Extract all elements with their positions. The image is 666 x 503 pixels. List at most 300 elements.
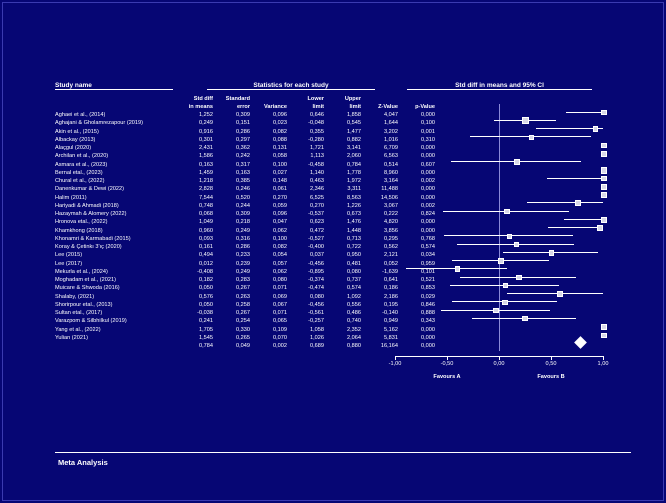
- x-axis-tick: [551, 356, 552, 360]
- cell-upper: 1,858: [347, 112, 361, 118]
- cell-upper: 2,352: [347, 326, 361, 333]
- cell-z: 1,016: [384, 136, 398, 143]
- effect-size-marker: [557, 291, 562, 296]
- cell-upper: 8,563: [347, 194, 361, 201]
- cell-std-diff: 0,012: [199, 260, 213, 267]
- effect-size-marker: [601, 324, 606, 329]
- cell-lower: 0,080: [310, 293, 324, 300]
- cell-std-diff: 1,218: [199, 178, 213, 184]
- cell-se: 0,297: [236, 136, 250, 143]
- favours-right-label: Favours B: [537, 373, 565, 380]
- cell-std-diff: 1,252: [199, 112, 213, 118]
- cell-variance: 0,070: [273, 334, 287, 341]
- effect-size-marker: [597, 225, 603, 231]
- cell-upper: 0,556: [347, 301, 361, 308]
- table-row[interactable]: [55, 128, 438, 136]
- cell-lower: -0,257: [308, 318, 324, 325]
- footer-divider: [55, 452, 631, 453]
- cell-std-diff: 1,586: [199, 153, 213, 160]
- col-header-blank: [55, 96, 179, 111]
- cell-lower: -0,374: [308, 277, 324, 283]
- cell-se: 0,330: [236, 326, 250, 333]
- cell-z: 3,164: [384, 178, 398, 184]
- col-header-upper-line1: Upper: [344, 96, 361, 102]
- zero-reference-line: [499, 104, 500, 351]
- cell-se: 0,286: [236, 128, 250, 135]
- cell-variance: 0,062: [273, 268, 287, 275]
- confidence-interval-line: [547, 178, 603, 179]
- table-row[interactable]: [55, 210, 438, 218]
- table-row[interactable]: [55, 251, 438, 259]
- forest-plot-panel: [55, 82, 615, 412]
- effect-size-marker: [601, 143, 606, 148]
- cell-std-diff: 1,545: [199, 334, 213, 341]
- cell-upper: 1,226: [347, 202, 361, 209]
- table-row[interactable]: [55, 185, 438, 193]
- table-row[interactable]: [55, 111, 438, 119]
- cell-upper: 0,713: [347, 235, 361, 242]
- x-axis-tick: [395, 356, 396, 360]
- table-row[interactable]: [55, 268, 438, 276]
- effect-size-marker: [504, 209, 509, 214]
- cell-p: 0,959: [421, 260, 435, 267]
- effect-size-marker: [601, 217, 607, 223]
- cell-std-diff: 0,050: [199, 301, 213, 308]
- cell-std-diff: 0,494: [199, 252, 213, 259]
- col-header-std-diff: [179, 96, 216, 111]
- cell-z: 6,709: [384, 145, 398, 151]
- table-row[interactable]: [55, 194, 438, 202]
- cell-se: 0,258: [236, 301, 250, 308]
- cell-se: 0,385: [236, 178, 250, 184]
- cell-study: Akin et al., (2015): [55, 128, 99, 135]
- cell-std-diff: 1,049: [199, 219, 213, 226]
- cell-upper: 1,448: [347, 227, 361, 234]
- cell-study: [55, 342, 179, 350]
- cell-std-diff: -0,408: [197, 268, 213, 275]
- x-axis-tick: [447, 356, 448, 360]
- cell-variance: 0,062: [273, 227, 287, 234]
- cell-se: 0,265: [236, 334, 250, 341]
- cell-se: 0,233: [236, 252, 250, 259]
- cell-upper: 1,477: [347, 128, 361, 135]
- col-header-std-diff-line1: Std diff: [193, 96, 213, 102]
- table-row[interactable]: [55, 152, 438, 160]
- cell-study: Asmara et al., (2023): [55, 161, 108, 168]
- cell-z: 14,506: [380, 194, 398, 201]
- cell-p: 0,000: [421, 145, 435, 151]
- cell-variance: 0,071: [273, 310, 287, 316]
- col-header-p-label: p-Value: [415, 103, 435, 110]
- cell-p: 0,000: [421, 343, 435, 349]
- cell-se: 0,163: [236, 169, 250, 176]
- effect-size-marker: [549, 250, 555, 256]
- table-row[interactable]: [55, 243, 438, 251]
- cell-upper: 0,740: [347, 318, 361, 325]
- cell-lower: -0,474: [308, 285, 324, 292]
- header-forest-group: Std diff in means and 95% CI: [407, 82, 592, 90]
- cell-std-diff: 0,576: [199, 293, 213, 300]
- cell-z: 0,514: [384, 161, 398, 168]
- table-row[interactable]: [55, 276, 438, 284]
- statistics-table: [55, 96, 438, 350]
- table-row[interactable]: [55, 342, 438, 350]
- col-header-lower-limit: [290, 96, 327, 111]
- x-axis-tick-label: -1,00: [388, 360, 402, 367]
- cell-z: 0,195: [384, 301, 398, 308]
- cell-se: 0,263: [236, 293, 250, 300]
- col-header-lower-line2: limit: [312, 103, 324, 110]
- cell-variance: 0,082: [273, 244, 287, 250]
- cell-study: Bernal etal., (2023): [55, 169, 103, 176]
- effect-size-marker: [601, 151, 607, 157]
- cell-std-diff: 0,784: [199, 343, 213, 349]
- cell-upper: 0,574: [347, 285, 361, 292]
- cell-z: 3,202: [384, 128, 398, 135]
- cell-std-diff: 1,705: [199, 326, 213, 333]
- cell-study: Lee (2017): [55, 260, 83, 267]
- cell-se: 0,283: [236, 277, 250, 283]
- cell-std-diff: 0,050: [199, 285, 213, 292]
- cell-study: Hariyadi & Ahmadi (2018): [55, 202, 119, 209]
- effect-size-marker: [493, 308, 498, 313]
- cell-p: 0,000: [421, 186, 435, 193]
- cell-upper: 1,972: [347, 178, 361, 184]
- effect-size-marker: [503, 283, 508, 288]
- cell-p: 0,000: [421, 219, 435, 226]
- cell-z: 11,488: [381, 186, 398, 193]
- table-row[interactable]: [55, 144, 438, 152]
- table-row[interactable]: [55, 177, 438, 185]
- cell-se: 0,242: [236, 153, 250, 160]
- cell-p: 0,574: [421, 244, 435, 250]
- cell-variance: 0,131: [273, 145, 287, 151]
- cell-study: Aghajani & Gholamrezapour (2019): [55, 120, 143, 127]
- cell-variance: 0,270: [273, 194, 287, 201]
- cell-std-diff: 0,163: [199, 161, 213, 168]
- x-axis-tick-label: -0,50: [440, 360, 454, 367]
- cell-variance: 0,058: [273, 153, 287, 160]
- cell-study: Sultan etal., (2017): [55, 310, 103, 316]
- cell-z: -1,639: [382, 268, 398, 275]
- table-row[interactable]: [55, 334, 438, 342]
- cell-se: 0,254: [236, 318, 250, 325]
- cell-study: Danenkumar & Dewi (2022): [55, 186, 125, 193]
- cell-se: 0,316: [236, 235, 250, 242]
- cell-se: 0,249: [236, 268, 250, 275]
- cell-variance: 0,071: [273, 285, 287, 292]
- cell-p: 0,002: [421, 178, 435, 184]
- forest-plot: [385, 82, 613, 394]
- cell-lower: -0,400: [308, 244, 324, 250]
- cell-se: 0,267: [236, 310, 250, 316]
- cell-se: 0,520: [236, 194, 250, 201]
- col-header-se-line2: error: [236, 103, 250, 110]
- cell-study: Yulian (2021): [55, 334, 88, 341]
- cell-study: Khonamri & Karmabadi (2015): [55, 235, 131, 242]
- cell-lower: 0,623: [310, 219, 324, 226]
- cell-z: 5,831: [384, 334, 398, 341]
- table-row[interactable]: [55, 202, 438, 210]
- effect-size-marker: [502, 300, 507, 305]
- cell-study: Lee (2015): [55, 252, 83, 259]
- cell-z: 16,164: [380, 343, 398, 349]
- effect-size-marker: [601, 333, 606, 338]
- cell-se: 0,286: [236, 244, 250, 250]
- confidence-interval-line: [507, 293, 603, 294]
- cell-variance: 0,109: [273, 326, 287, 333]
- cell-upper: 3,141: [347, 145, 361, 151]
- table-row[interactable]: [55, 309, 438, 317]
- cell-upper: 3,311: [347, 186, 361, 193]
- cell-upper: 0,080: [347, 268, 361, 275]
- cell-std-diff: 0,249: [199, 120, 213, 127]
- cell-upper: 0,950: [347, 252, 361, 259]
- cell-p: 0,000: [421, 334, 435, 341]
- cell-variance: 0,088: [273, 136, 287, 143]
- col-header-upper-limit: [327, 96, 364, 111]
- cell-p: 0,310: [421, 136, 435, 143]
- x-axis-tick-label: 0,50: [545, 360, 557, 367]
- table-row[interactable]: [55, 317, 438, 325]
- table-row[interactable]: [55, 293, 438, 301]
- cell-study: Yang et al., (2022): [55, 326, 101, 333]
- cell-upper: 0,486: [347, 310, 361, 316]
- table-body: [55, 111, 438, 350]
- table-row[interactable]: [55, 227, 438, 235]
- cell-se: 0,267: [236, 285, 250, 292]
- header-statistics-group: Statistics for each study: [207, 82, 375, 90]
- cell-se: 0,309: [236, 112, 250, 118]
- cell-std-diff: 1,459: [199, 169, 213, 176]
- cell-variance: 0,096: [273, 112, 287, 118]
- cell-study: Archilan et al., (2020): [55, 153, 109, 160]
- cell-std-diff: 0,068: [199, 211, 213, 217]
- effect-size-marker: [514, 242, 519, 247]
- col-header-std-diff-line2: in means: [188, 103, 213, 110]
- cell-lower: 0,355: [310, 128, 324, 135]
- cell-z: 0,641: [384, 277, 398, 283]
- cell-variance: 0,080: [273, 277, 287, 283]
- cell-variance: 0,059: [273, 202, 287, 209]
- summary-diamond: [574, 336, 587, 349]
- table-row[interactable]: [55, 218, 438, 226]
- confidence-interval-line: [527, 202, 603, 203]
- cell-std-diff: 0,916: [199, 128, 213, 135]
- cell-upper: 1,476: [347, 219, 361, 226]
- cell-study: Muicare & Shwoda (2016): [55, 285, 120, 292]
- x-axis-tick-label: 0,00: [493, 360, 505, 367]
- cell-p: 0,001: [421, 128, 435, 135]
- col-header-se-line1: Standard: [225, 96, 250, 102]
- cell-study: Moghadam et al., (2021): [55, 277, 116, 283]
- cell-z: 0,949: [384, 318, 398, 325]
- cell-z: 5,162: [384, 326, 398, 333]
- col-header-variance: [253, 96, 290, 111]
- cell-std-diff: 2,431: [199, 145, 213, 151]
- cell-study: Halim (2011): [55, 194, 87, 201]
- cell-variance: 0,067: [273, 301, 287, 308]
- cell-study: Koray & Çetinkı 3'ıç (2020): [55, 244, 122, 250]
- col-header-lower-line1: Lower: [307, 96, 324, 102]
- cell-variance: 0,027: [273, 169, 287, 176]
- cell-z: 1,644: [384, 120, 398, 127]
- cell-lower: -0,537: [308, 211, 324, 217]
- cell-study: Alaçgul (2020): [55, 145, 92, 151]
- x-axis-tick-label: 1,00: [597, 360, 609, 367]
- cell-p: 0,824: [421, 211, 435, 217]
- table-row[interactable]: [55, 326, 438, 334]
- cell-study: Khamkhong (2018): [55, 227, 103, 234]
- cell-lower: 2,346: [310, 186, 324, 193]
- cell-p: 0,101: [421, 268, 435, 275]
- cell-lower: 1,721: [310, 145, 324, 151]
- cell-z: 3,856: [384, 227, 398, 234]
- table-row[interactable]: [55, 136, 438, 144]
- cell-lower: -0,280: [308, 136, 324, 143]
- cell-p: 0,768: [421, 235, 435, 242]
- cell-se: 0,239: [236, 260, 250, 267]
- cell-variance: 0,047: [273, 219, 287, 226]
- table-header-row: [55, 96, 438, 111]
- cell-lower: 1,140: [310, 169, 324, 176]
- cell-std-diff: 0,301: [199, 136, 213, 143]
- cell-std-diff: 0,960: [199, 227, 213, 234]
- table-row[interactable]: [55, 161, 438, 169]
- effect-size-marker: [516, 275, 521, 280]
- header-study-name: Study name: [55, 82, 173, 90]
- cell-upper: 1,778: [347, 169, 361, 176]
- cell-lower: -0,458: [308, 161, 324, 168]
- cell-p: 0,846: [421, 301, 435, 308]
- cell-lower: 0,463: [310, 178, 324, 184]
- cell-variance: 0,100: [273, 161, 287, 168]
- cell-lower: 1,113: [310, 153, 324, 160]
- cell-lower: 0,689: [310, 343, 324, 349]
- cell-upper: 0,545: [347, 120, 361, 127]
- cell-study: Shalaby, (2021): [55, 293, 95, 300]
- table-row[interactable]: [55, 235, 438, 243]
- cell-z: 4,820: [384, 219, 398, 226]
- cell-lower: 0,646: [310, 112, 324, 118]
- cell-lower: -0,561: [308, 310, 324, 316]
- cell-variance: 0,023: [273, 120, 287, 127]
- effect-size-marker: [507, 234, 512, 239]
- cell-variance: 0,096: [273, 211, 287, 217]
- effect-size-marker: [498, 258, 504, 264]
- cell-lower: -0,456: [308, 301, 324, 308]
- cell-lower: 1,058: [310, 326, 324, 333]
- cell-se: 0,049: [236, 343, 250, 349]
- col-header-upper-line2: limit: [349, 103, 361, 110]
- col-header-z-label: Z-Value: [378, 103, 398, 110]
- cell-variance: 0,100: [273, 235, 287, 242]
- col-header-standard-error: [216, 96, 253, 111]
- effect-size-marker: [601, 110, 606, 115]
- cell-lower: 6,525: [310, 194, 324, 201]
- cell-z: 0,562: [384, 244, 398, 250]
- cell-z: 6,563: [384, 153, 398, 160]
- effect-size-marker: [455, 266, 461, 272]
- x-axis-tick: [603, 356, 604, 360]
- table-row[interactable]: [55, 284, 438, 292]
- cell-variance: 0,054: [273, 252, 287, 259]
- table-row[interactable]: [55, 169, 438, 177]
- cell-p: 0,607: [421, 161, 435, 168]
- cell-variance: 0,082: [273, 128, 287, 135]
- cell-upper: 0,880: [347, 343, 361, 349]
- cell-upper: 0,882: [347, 136, 361, 143]
- cell-lower: -0,527: [308, 235, 324, 242]
- effect-size-marker: [514, 159, 519, 164]
- cell-variance: 0,065: [273, 318, 287, 325]
- table-row[interactable]: [55, 301, 438, 309]
- cell-p: 0,000: [421, 112, 435, 118]
- cell-se: 0,244: [236, 202, 250, 209]
- effect-size-marker: [601, 176, 606, 181]
- cell-p: 0,853: [421, 285, 435, 292]
- table-row[interactable]: [55, 119, 438, 127]
- cell-std-diff: 0,748: [199, 202, 213, 209]
- cell-std-diff: 0,161: [199, 244, 213, 250]
- x-axis-tick: [499, 356, 500, 360]
- cell-p: 0,343: [421, 318, 435, 325]
- footer-label: Meta Analysis: [58, 458, 108, 467]
- cell-z: 3,067: [384, 202, 398, 209]
- cell-z: 4,047: [384, 112, 398, 118]
- cell-lower: -0,048: [308, 120, 324, 127]
- cell-se: 0,151: [236, 120, 250, 127]
- cell-lower: 0,472: [310, 227, 324, 234]
- effect-size-marker: [575, 200, 581, 206]
- cell-std-diff: -0,038: [197, 310, 213, 316]
- cell-upper: 0,784: [347, 161, 361, 168]
- table-row[interactable]: [55, 260, 438, 268]
- cell-std-diff: 2,828: [199, 186, 213, 193]
- cell-study: Hazaymah & Alomery (2022): [55, 211, 127, 217]
- cell-variance: 0,061: [273, 186, 287, 193]
- confidence-interval-line: [548, 227, 603, 228]
- effect-size-marker: [593, 126, 598, 131]
- cell-p: 0,000: [421, 169, 435, 176]
- cell-se: 0,362: [236, 145, 250, 151]
- effect-size-marker: [522, 117, 529, 124]
- cell-std-diff: 0,093: [199, 235, 213, 242]
- confidence-interval-line: [566, 112, 603, 113]
- cell-z: 8,960: [384, 169, 398, 176]
- cell-variance: 0,057: [273, 260, 287, 267]
- col-header-variance-label: Variance: [263, 103, 287, 110]
- cell-p: 0,888: [421, 310, 435, 316]
- cell-se: 0,246: [236, 186, 250, 193]
- cell-p: 0,034: [421, 252, 435, 259]
- cell-z: 0,052: [384, 260, 398, 267]
- cell-upper: 0,481: [347, 260, 361, 267]
- effect-size-marker: [601, 184, 607, 190]
- cell-p: 0,521: [421, 277, 435, 283]
- cell-p: 0,029: [421, 293, 435, 300]
- cell-lower: 1,026: [310, 334, 324, 341]
- effect-size-marker: [601, 167, 608, 174]
- cell-study: Chural et al., (2022): [55, 178, 105, 184]
- cell-std-diff: 7,544: [199, 194, 213, 201]
- cell-lower: -0,895: [308, 268, 324, 275]
- cell-z: -0,140: [382, 310, 398, 316]
- cell-p: 0,000: [421, 153, 435, 160]
- cell-upper: 0,722: [347, 244, 361, 250]
- cell-se: 0,249: [236, 227, 250, 234]
- cell-p: 0,002: [421, 202, 435, 209]
